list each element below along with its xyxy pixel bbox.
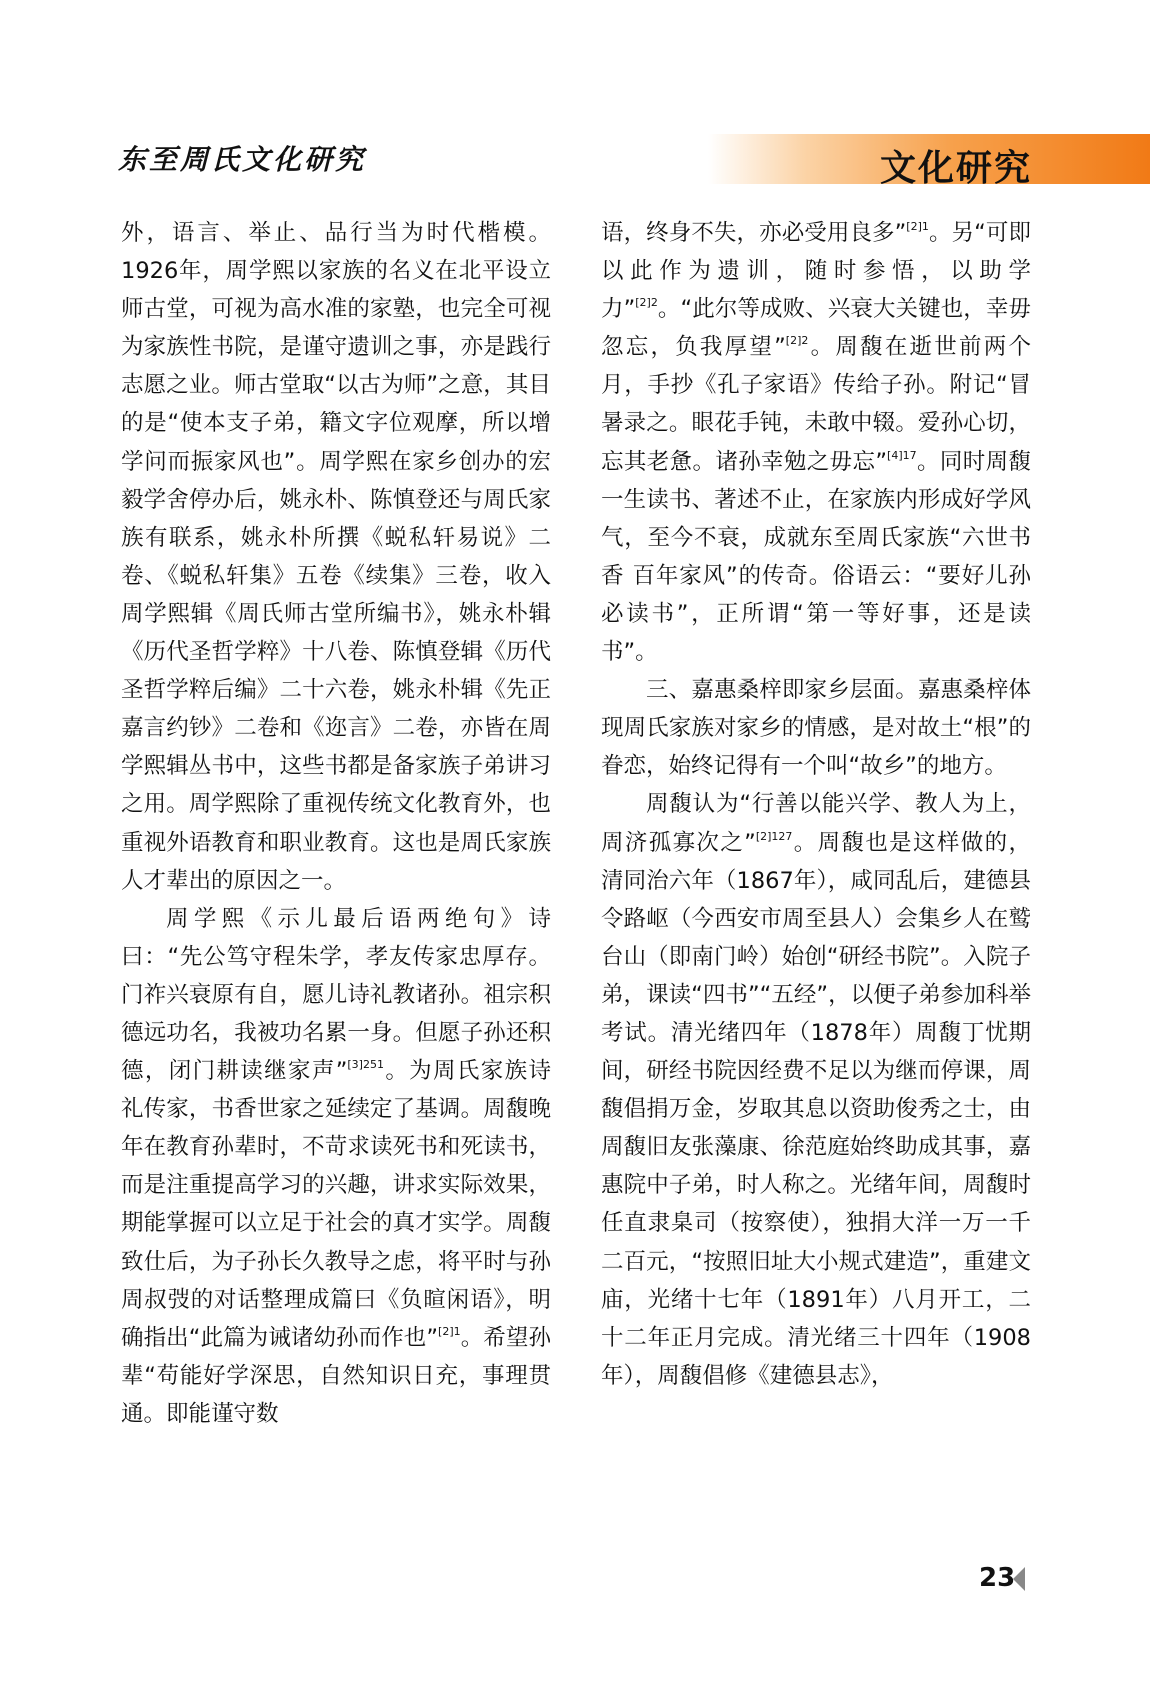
citation: [2]1 [438,1324,461,1338]
citation: [4]17 [887,448,917,462]
paragraph-text: 。另“可即以此作为遗训，随时参悟，以助学力” [601,220,1031,323]
paragraph-text: 外，语言、举止、品行当为时代楷模。1926年，周学熙以家族的名义在北平设立师古堂，可视为高水准的家塾，也完全可视为家族性书院，是谨守遗训之事，亦是践行志愿之业。师古堂取“以古为师”之意，其目的是“使本支子弟，籍文字位观摩，所以增学问而振家风也”。周学熙在家乡创办的宏毅学舍停办后，姚永朴、陈慎登还与周氏家族有联系，姚永朴所撰《蜕私轩易说》二卷、《蜕私轩集》五卷《续集》三卷，收入周学熙辑《周氏师古堂所编书》，姚永朴辑《历代圣哲学粹》十八卷、陈慎登辑《历代圣哲学粹后编》二十六卷，姚永朴辑《先正嘉言约钞》二卷和《迩言》二卷，亦皆在周学熙辑丛书中，这些书都是备家族子弟讲习之用。周学熙除了重视传统文化教育外，也重视外语教育和职业教育。这也是周氏家族人才辈出的原因之一。 [121,220,551,894]
paragraph-text: 三、嘉惠桑梓即家乡层面。嘉惠桑梓体现周氏家族对家乡的情感，是对故土“根”的眷恋，始终记得有一个叫“故乡”的地方。 [601,677,1031,780]
page-number: 23 [979,1563,1016,1593]
paragraph [121,214,551,900]
paragraph [121,900,551,1433]
paragraph-text: 语，终身不失，亦必受用良多” [601,220,907,246]
citation: [3]251 [347,1058,384,1072]
paragraph [601,671,1031,785]
page-arrow-icon [1013,1567,1025,1591]
paragraph [601,785,1031,1395]
citation: [2]2 [785,334,809,348]
section-title: 文化研究 [879,148,1032,189]
citation: [2]1 [906,220,929,233]
paragraph-text: 。为周氏家族诗礼传家，书香世家之延续定了基调。周馥晚年在教育孙辈时，不苛求读死书和死读书，而是注重提高学习的兴趣，讲求实际效果，期能掌握可以立足于社会的真才实学。周馥致仕后，为子孙长久教导之虑，将平时与孙周叔弢的对话整理成篇曰《负暄闲语》，明确指出“此篇为诫诸幼孙而作也” [121,1058,551,1351]
citation: [2]2 [635,296,658,310]
paragraph-text: 周学熙《示儿最后语两绝句》诗曰：“先公笃守程朱学，孝友传家忠厚存。门祚兴衰原有自，愿儿诗礼教诸孙。祖宗积德远功名，我被功名累一身。但愿子孙还积德，闭门耕读继家声” [121,905,551,1085]
paragraph-text: 。同时周馥一生读书、著述不止，在家族内形成好学风气，至今不衰，成就东至周氏家族“六世书香 百年家风”的传奇。俗语云：“要好儿孙必读书”，正所谓“第一等好事，还是读书”。 [601,448,1031,666]
citation: [2]127 [755,829,793,843]
section-band [708,134,1150,189]
paragraph-text: 。周馥也是这样做的，清同治六年（1867年），咸同乱后，建德县令路岖（今西安市周至县人）会集乡人在鹫台山（即南门岭）始创“研经书院”。入院子弟，课读“四书”“五经”，以便子弟参加科举考试。清光绪四年（1878年）周馥丁忧期间，研经书院因经费不足以为继而停课，周馥倡捐万金，岁取其息以资助俊秀之士，由周馥旧友张藻康、徐范庭始终助成其事，嘉惠院中子弟，时人称之。光绪年间，周馥时任直隶臬司（按察使），独捐大洋一万一千二百元，“按照旧址大小规式建造”，重建文庙，光绪十七年（1891年）八月开工，二十二年正月完成。清光绪三十四年（1908年），周馥倡修《建德县志》， [601,829,1031,1389]
page-header [0,120,1150,189]
paragraph-text: 。周馥在逝世前两个月，手抄《孔子家语》传给子孙。附记“冒暑录之。眼花手钝，未敢中辍。爱孙心切，忘其老惫。诸孙幸勉之毋忘” [601,334,1031,475]
right-column [601,214,1031,1395]
left-column [121,214,551,1433]
journal-title: 东至周氏文化研究 [118,143,367,176]
paragraph-text: 。“此尔等成败、兴衰大关键也，幸毋忽忘，负我厚望” [601,296,1031,361]
paragraph [601,214,1031,671]
paragraph-text: 。希望孙辈“苟能好学深思，自然知识日充，事理贯通。即能谨守数 [121,1324,551,1427]
paragraph-text: 周馥认为“行善以能兴学、教人为上，周济孤寡次之” [601,791,1031,856]
